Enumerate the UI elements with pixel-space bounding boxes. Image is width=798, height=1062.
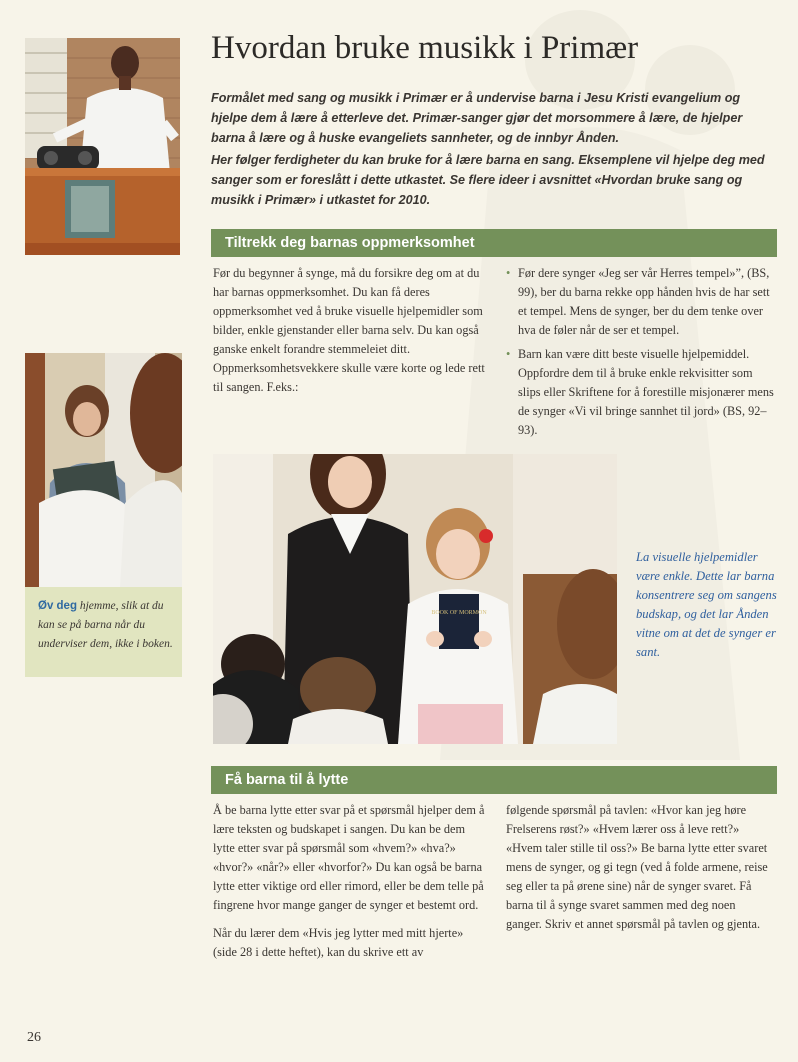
side-caption-lead: Øv deg [38, 600, 77, 612]
section2-paragraph-3: følgende spørsmål på tavlen: «Hvor kan jeg høre Frelserens røst?» «Hvem lærer oss å leve rett?» «Hvem taler stille til oss?» Be barna lytte etter svaret mens de synger, og gi tegn (ved å folde armene, reise seg eller ta på ørene sine) når de synger svaret. Få barna til å synge svaret sammen med deg noen ganger. Skriv et annet spørsmål på tavlen og gjenta. [506, 803, 768, 931]
photo-leader-with-songbook [25, 353, 182, 587]
page-number: 26 [27, 1030, 41, 1045]
section-heading-attention: Tiltrekk deg barnas oppmerksomhet [211, 229, 777, 257]
intro-paragraph-2: Her følger ferdigheter du kan bruke for å lære barna en sang. Eksemplene vil hjelpe deg med sanger som er foreslått i dette utkastet. Se flere ideer i avsnittet «Hvordan bruke sang og musikk i Primær» i utkastet for 2010. [211, 153, 765, 207]
section1-bullet-list [506, 264, 774, 445]
section2-column-2 [506, 801, 774, 934]
section1-paragraph: Før du begynner å synge, må du forsikre deg om at du har barnas oppmerksomhet. Du kan få deres oppmerksomhet ved å bruke visuelle hjelpemidler som bilder, enkle gjenstander eller barna selv. Du kan også ganske enkelt forandre stemmeleiet ditt. Oppmerksomhetsvekkere skulle være korte og lede rett til sangen. F.eks.: [213, 266, 485, 394]
side-caption [38, 597, 176, 654]
intro-paragraph-1: Formålet med sang og musikk i Primær er å undervise barna i Jesu Kristi evangelium og hjelpe dem å lære å etterleve det. Primær-sanger gjør det morsommere å lære, de hjelper barna å lære og å huske evangeliets sannheter, og de innbyr Ånden. [211, 91, 743, 145]
section-heading-listen: Få barna til å lytte [211, 766, 777, 794]
page-title: Hvordan bruke musikk i Primær [211, 30, 639, 66]
section2-paragraph-1: Å be barna lytte etter svar på et spørsmål hjelper dem å lære teksten og budskapet i sangen. Du kan be dem lytte etter svar på spørsmål som «hvem?» «hva?» «hvor?» «når?» eller «hvorfor?» Du kan også be barna lytte etter viktige ord eller rimord, eller be dem telle på fingrene hvor mange ganger de synger et bestemt ord. [213, 803, 485, 912]
section1-body [213, 264, 485, 397]
section2-paragraph-2: Når du lærer dem «Hvis jeg lytter med mitt hjerte» (side 28 i dette heftet), kan du skrive ett av [213, 926, 464, 959]
side-caption-text: hjemme, slik at du kan se på barna når du underviser dem, ikke i boken. [38, 600, 173, 650]
photo-woman-at-podium [25, 38, 180, 255]
list-item: • Barn kan være ditt beste visuelle hjelpemiddel. Oppfordre dem til å bruke enkle rekvisitter som slips eller Skriftene for å forestille misjonærer mens de synger «Vi vil bringe sannhet til jord» (BS, 92–93). [506, 345, 774, 440]
book-cover-label: BOOK OF MORMON [431, 610, 487, 616]
photo-girl-singing [213, 454, 617, 744]
side-caption-box [25, 587, 182, 677]
photo-caption: La visuelle hjelpemidler være enkle. Dette lar barna konsentrere seg om sangens budskap, og det lar Ånden vitne om at det de synger er sant. [636, 550, 777, 659]
list-item: • Før dere synger «Jeg ser vår Herres tempel»”, (BS, 99), ber du barna rekke opp hånden hvis de har sett et tempel. Mens de synger, ber du dem tenke over hva de føler når de ser et tempel. [506, 264, 774, 340]
section2-column-1 [213, 801, 485, 962]
